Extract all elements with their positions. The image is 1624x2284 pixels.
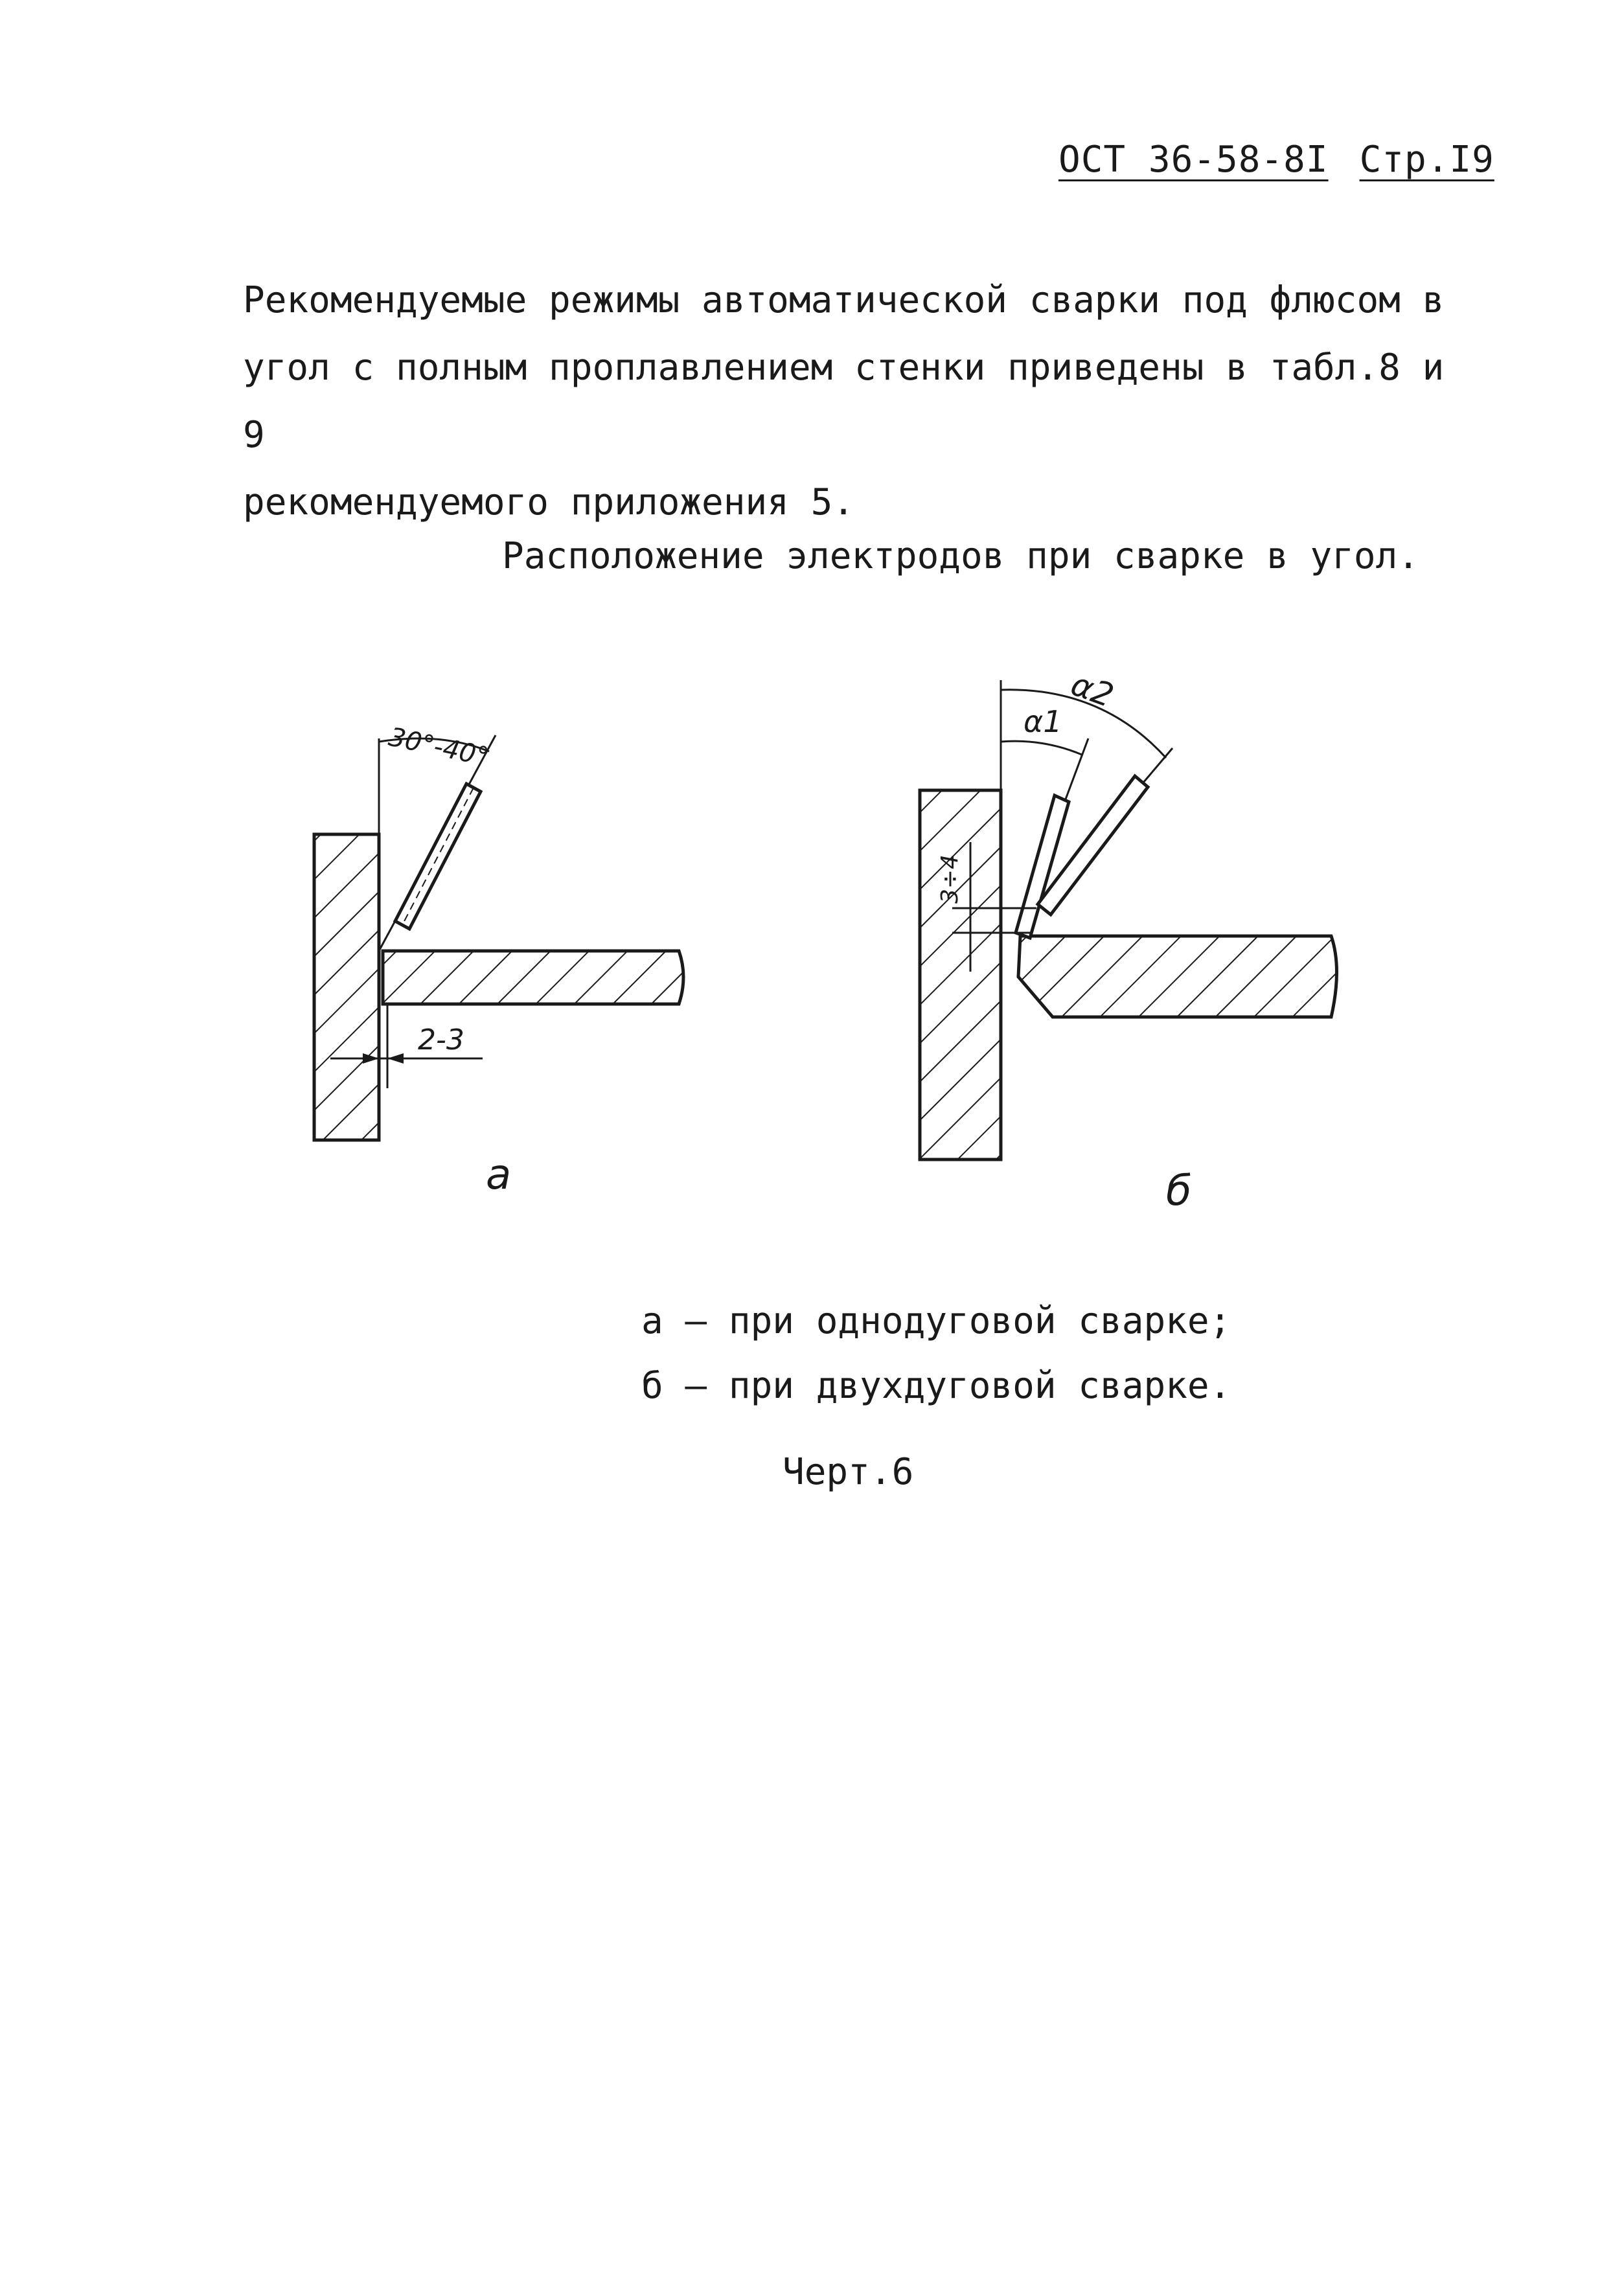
figure-a-label: а: [486, 1151, 512, 1199]
figure-heading: Расположение электродов при сварке в угол.: [502, 535, 1420, 577]
figure-a: [314, 722, 683, 1199]
intro-paragraph: Рекомендуемые режимы автоматической сварки под флюсом в угол с полным проплавлением стенки приведены в табл.8 и 9 рекомендуемого приложения 5.: [243, 279, 1445, 523]
angle-label-a: 30°-40°: [385, 722, 492, 773]
electrode-a: [395, 784, 481, 929]
legend-item-a: а – при однодуговой сварке;: [641, 1300, 1231, 1342]
horizontal-plate-b: [1018, 936, 1337, 1017]
page-number: Стр.I9: [1359, 139, 1494, 181]
vertical-wall-b: [920, 790, 1001, 1159]
figure-b-label: б: [1166, 1167, 1192, 1215]
electrode-b1: [1016, 795, 1069, 938]
offset-label-b: 3÷4: [937, 854, 963, 904]
figure-legend: [641, 1289, 1231, 1419]
horizontal-plate-a: [383, 951, 683, 1004]
angle-arc-alpha1: [1001, 741, 1082, 755]
alpha2-label: α2: [1066, 665, 1119, 715]
alpha1-label: α1: [1024, 704, 1062, 739]
vertical-wall-a: [314, 834, 379, 1140]
gap-arrow-right: [387, 1053, 404, 1064]
gap-label-a: 2-3: [418, 1023, 464, 1056]
document-code: ОСТ 36-58-8I: [1058, 139, 1329, 181]
legend-item-b: б – при двухдуговой сварке.: [641, 1365, 1231, 1407]
figure-caption: Черт.6: [783, 1451, 914, 1493]
figure-b: [920, 665, 1337, 1215]
